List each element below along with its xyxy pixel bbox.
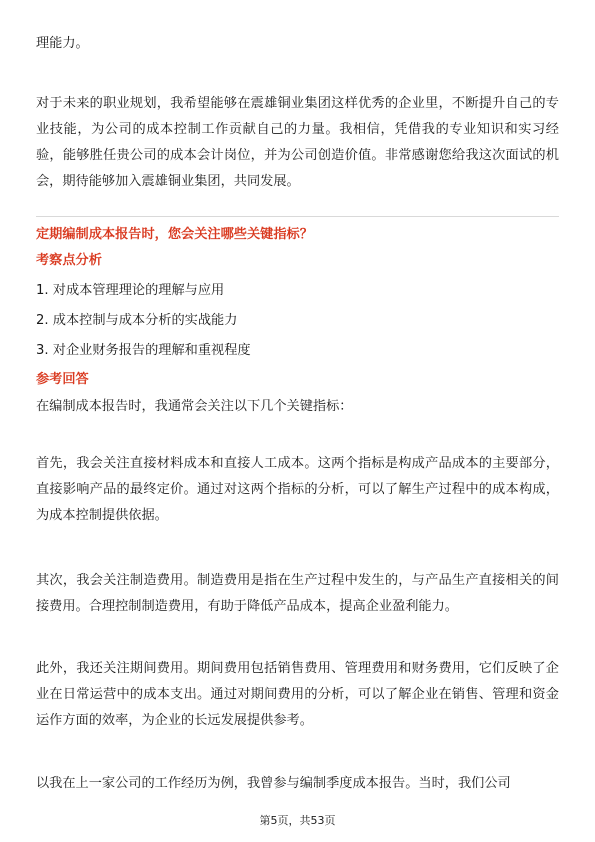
answer-example-paragraph: 以我在上一家公司的工作经历为例，我曾参与编制季度成本报告。当时，我们公司 [36, 776, 511, 791]
page-number-footer: 第5页，共53页 [259, 814, 336, 827]
analysis-point: 3. 对企业财务报告的理解和重视程度 [36, 343, 251, 358]
answer-third-paragraph: 此外，我还关注期间费用。期间费用包括销售费用、管理费用和财务费用，它们反映了企业在日常运营中的成本支出。通过对期间费用的分析，可以了解企业在销售、管理和资金运作方面的效率，为企业的长远发展提供参考。 [36, 661, 559, 728]
analysis-point: 2. 成本控制与成本分析的实战能力 [36, 313, 238, 328]
interview-question: 定期编制成本报告时，您会关注哪些关键指标？ [36, 227, 313, 242]
answer-intro-paragraph: 在编制成本报告时，我通常会关注以下几个关键指标： [36, 399, 353, 414]
answer-first-paragraph: 首先，我会关注直接材料成本和直接人工成本。这两个指标是构成产品成本的主要部分，直接影响产品的最终定价。通过对这两个指标的分析，可以了解生产过程中的成本构成，为成本控制提供依据。 [36, 456, 559, 523]
analysis-heading: 考察点分析 [36, 253, 102, 268]
section-divider [36, 216, 559, 217]
answer-second-paragraph: 其次，我会关注制造费用。制造费用是指在生产过程中发生的，与产品生产直接相关的间接费用。合理控制制造费用，有助于降低产品成本，提高企业盈利能力。 [36, 573, 559, 614]
career-plan-paragraph: 对于未来的职业规划，我希望能够在震雄铜业集团这样优秀的企业里，不断提升自己的专业技能，为公司的成本控制工作贡献自己的力量。我相信，凭借我的专业知识和实习经验，能够胜任贵公司的成本会计岗位，并为公司创造价值。非常感谢您给我这次面试的机会，期待能够加入震雄铜业集团，共同发展。 [36, 96, 559, 189]
analysis-points-list [36, 276, 559, 366]
answer-heading: 参考回答 [36, 372, 89, 387]
analysis-point: 1. 对成本管理理论的理解与应用 [36, 283, 225, 298]
previous-answer-fragment: 理能力。 [36, 36, 89, 51]
